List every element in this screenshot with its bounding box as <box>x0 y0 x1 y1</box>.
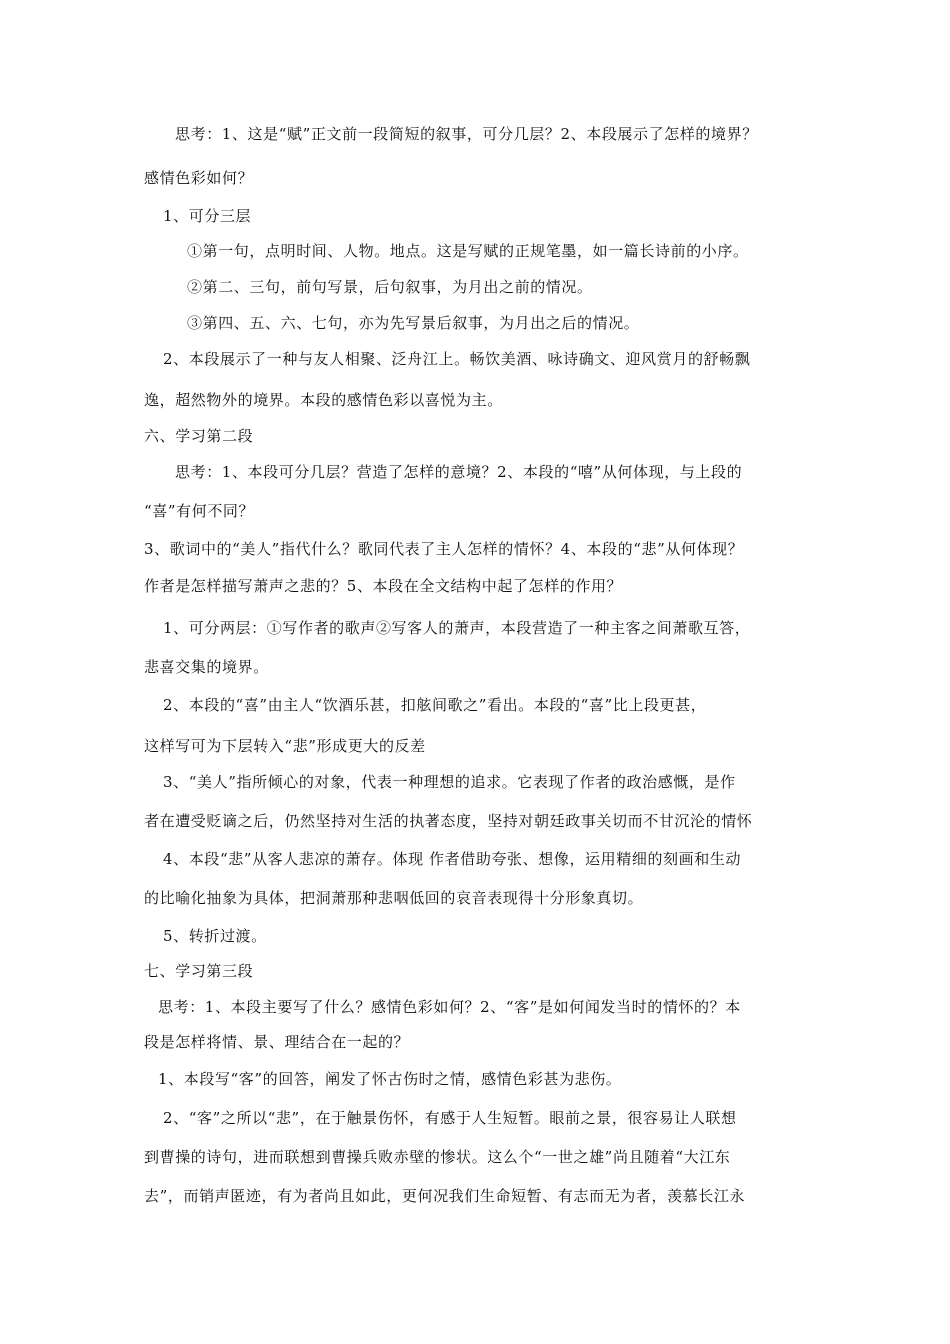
text-line: 去”，而销声匿迹，有为者尚且如此，更何况我们生命短暂、有志而无为者，羡慕长江永 <box>144 1187 746 1205</box>
text-line: 思考：1、本段可分几层？营造了怎样的意境？2、本段的“嘻”从何体现，与上段的 <box>175 463 743 481</box>
text-line: 感情色彩如何？ <box>144 169 254 187</box>
text-line: 段是怎样将情、景、理结合在一起的？ <box>144 1033 410 1051</box>
text-line: 这样写可为下层转入“悲”形成更大的反差 <box>144 737 426 755</box>
text-line: 者在遭受贬谪之后，仍然坚持对生活的执著态度，坚持对朝廷政事关切而不甘沉沦的情怀 <box>144 812 753 830</box>
text-line: 3、“美人”指所倾心的对象，代表一种理想的追求。它表现了作者的政治感慨，是作 <box>163 773 736 791</box>
text-line: 思考：1、本段主要写了什么？感情色彩如何？2、“客”是如何闻发当时的情怀的？本 <box>158 998 741 1016</box>
text-line: ②第二、三句，前句写景，后句叙事，为月出之前的情况。 <box>187 278 593 296</box>
text-line: “喜”有何不同？ <box>144 502 255 520</box>
text-line: 逸，超然物外的境界。本段的感情色彩以喜悦为主。 <box>144 391 503 409</box>
text-line: ①第一句，点明时间、人物。地点。这是写赋的正规笔墨，如一篇长诗前的小序。 <box>187 242 749 260</box>
text-line: 2、本段的“喜”由主人“饮酒乐甚，扣舷间歌之”看出。本段的“喜”比上段更甚， <box>163 696 707 714</box>
text-line: 到曹操的诗句，进而联想到曹操兵败赤壁的惨状。这么个“一世之雄”尚且随着“大江东 <box>144 1148 731 1166</box>
text-line: 1、可分三层 <box>163 207 252 225</box>
section-heading: 七、学习第三段 <box>144 962 254 980</box>
text-line: 1、可分两层：①写作者的歌声②写客人的萧声，本段营造了一种主客之间萧歌互答， <box>163 619 751 637</box>
text-line: 1、本段写“客”的回答，阐发了怀古伤时之情，感情色彩甚为悲伤。 <box>158 1070 622 1088</box>
section-heading: 六、学习第二段 <box>144 427 254 445</box>
text-line: 2、本段展示了一种与友人相聚、泛舟江上。畅饮美酒、咏诗确文、迎风赏月的舒畅飘 <box>163 350 751 368</box>
text-line: 的比喻化抽象为具体，把洞萧那种悲咽低回的哀音表现得十分形象真切。 <box>144 889 644 907</box>
text-line: 4、本段“悲”从客人悲凉的萧存。体现 作者借助夸张、想像，运用精细的刻画和生动 <box>163 850 742 868</box>
text-line: 作者是怎样描写萧声之悲的？5、本段在全文结构中起了怎样的作用？ <box>144 577 623 595</box>
text-line: 思考：1、这是“赋”正文前一段简短的叙事，可分几层？2、本段展示了怎样的境界？ <box>175 125 758 143</box>
text-line: 5、转折过渡。 <box>163 927 267 945</box>
text-line: ③第四、五、六、七句，亦为先写景后叙事，为月出之后的情况。 <box>187 314 640 332</box>
text-line: 悲喜交集的境界。 <box>144 658 269 676</box>
text-line: 3、歌词中的“美人”指代什么？歌同代表了主人怎样的情怀？4、本段的“悲”从何体现？ <box>144 540 744 558</box>
text-line: 2、“客”之所以“悲”，在于触景伤怀，有感于人生短暂。眼前之景，很容易让人联想 <box>163 1109 737 1127</box>
